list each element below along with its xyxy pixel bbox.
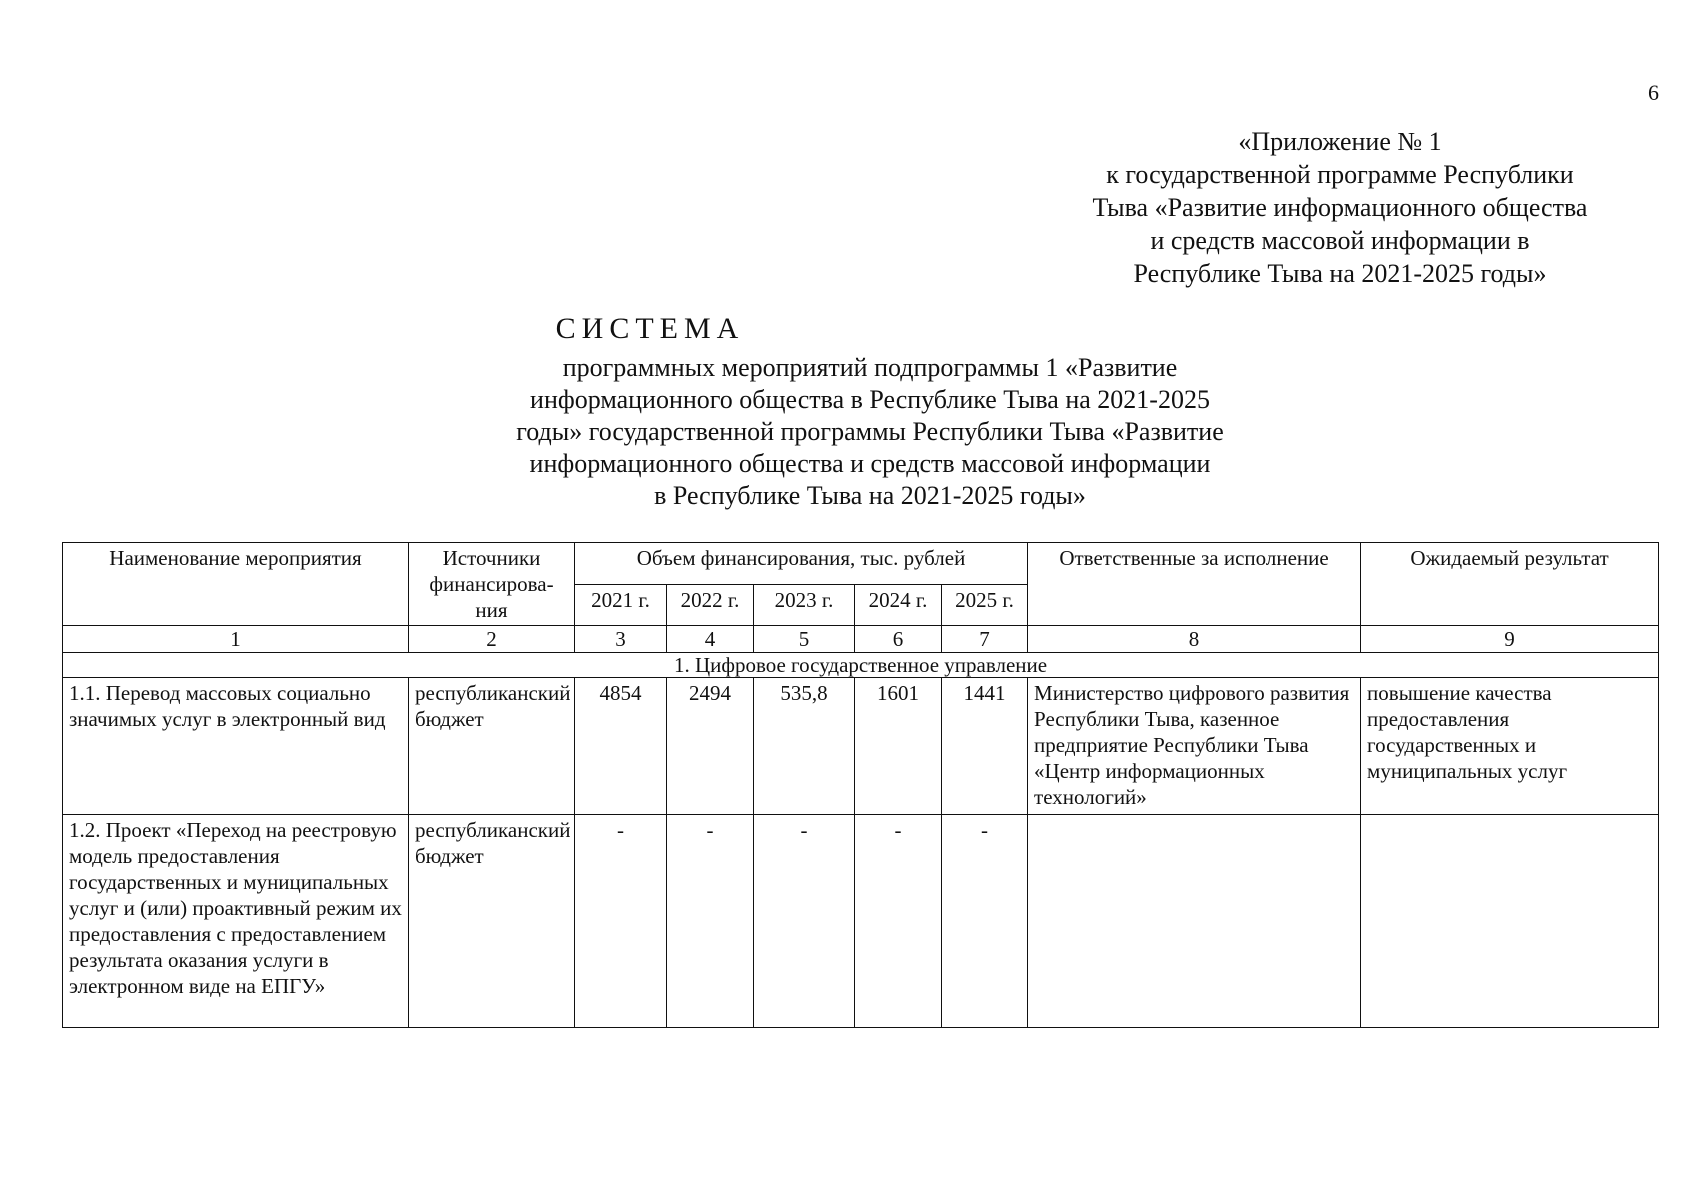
column-number: 5 [754, 626, 855, 653]
funding-value: - [754, 815, 855, 1028]
measure-name: 1.1. Перевод массовых социально значимых услуг в электронный вид [63, 678, 409, 815]
column-number: 1 [63, 626, 409, 653]
funding-value: 2494 [667, 678, 754, 815]
header-year: 2024 г. [855, 584, 942, 626]
page-number: 6 [1648, 80, 1659, 105]
column-number-row [63, 626, 1659, 653]
responsible-party: Министерство цифрового развития Республики Тыва, казенное предприятие Республики Тыва «Центр информационных технологий» [1028, 678, 1361, 815]
appendix-line: Республике Тыва на 2021-2025 годы» [1133, 259, 1547, 288]
funding-value: 1441 [942, 678, 1028, 815]
funding-value: - [667, 815, 754, 1028]
subtitle-line: годы» государственной программы Республики Тыва «Развитие [516, 417, 1224, 446]
subtitle-line: в Республике Тыва на 2021-2025 годы» [654, 481, 1086, 510]
header-year: 2022 г. [667, 584, 754, 626]
header-result: Ожидаемый результат [1361, 543, 1659, 626]
column-number: 8 [1028, 626, 1361, 653]
header-year: 2023 г. [754, 584, 855, 626]
header-name: Наименование мероприятия [63, 543, 409, 626]
subtitle-line: информационного общества в Республике Тыва на 2021-2025 [530, 385, 1210, 414]
funding-value: 1601 [855, 678, 942, 815]
header-volume: Объем финансирования, тыс. рублей [575, 543, 1028, 585]
table-row [63, 815, 1659, 1028]
subtitle-line: программных мероприятий подпрограммы 1 «Развитие [562, 353, 1178, 382]
header-year: 2021 г. [575, 584, 667, 626]
measures-table [62, 542, 1659, 1028]
funding-value: 535,8 [754, 678, 855, 815]
table-row [63, 678, 1659, 815]
expected-result [1361, 815, 1659, 1028]
appendix-line: и средств массовой информации в [1150, 226, 1530, 255]
subtitle-line: информационного общества и средств массовой информации [529, 449, 1211, 478]
appendix-line: Тыва «Развитие информационного общества [1092, 193, 1588, 222]
funding-source: республиканский бюджет [409, 678, 575, 815]
funding-source: республиканский бюджет [409, 815, 575, 1028]
column-number: 9 [1361, 626, 1659, 653]
expected-result: повышение качества предоставления государственных и муниципальных услуг [1361, 678, 1659, 815]
funding-value: - [855, 815, 942, 1028]
header-sources: Источники финансирова-ния [409, 543, 575, 626]
document-title: СИСТЕМА [555, 312, 745, 345]
funding-value: - [575, 815, 667, 1028]
responsible-party [1028, 815, 1361, 1028]
column-number: 3 [575, 626, 667, 653]
appendix-line: к государственной программе Республики [1106, 160, 1574, 189]
document-subtitle [420, 352, 1320, 512]
appendix-note [1040, 125, 1640, 290]
funding-value: 4854 [575, 678, 667, 815]
section-title: 1. Цифровое государственное управление [63, 653, 1659, 678]
header-year: 2025 г. [942, 584, 1028, 626]
appendix-line: «Приложение № 1 [1238, 127, 1442, 156]
header-responsible: Ответственные за исполнение [1028, 543, 1361, 626]
column-number: 7 [942, 626, 1028, 653]
section-row [63, 653, 1659, 678]
measure-name: 1.2. Проект «Переход на реестровую модель предоставления государственных и муниципальных услуг и (или) проактивный режим их предоставления с предоставлением результата оказания услуги в электронном виде на ЕПГУ» [63, 815, 409, 1028]
column-number: 4 [667, 626, 754, 653]
column-number: 2 [409, 626, 575, 653]
column-number: 6 [855, 626, 942, 653]
funding-value: - [942, 815, 1028, 1028]
